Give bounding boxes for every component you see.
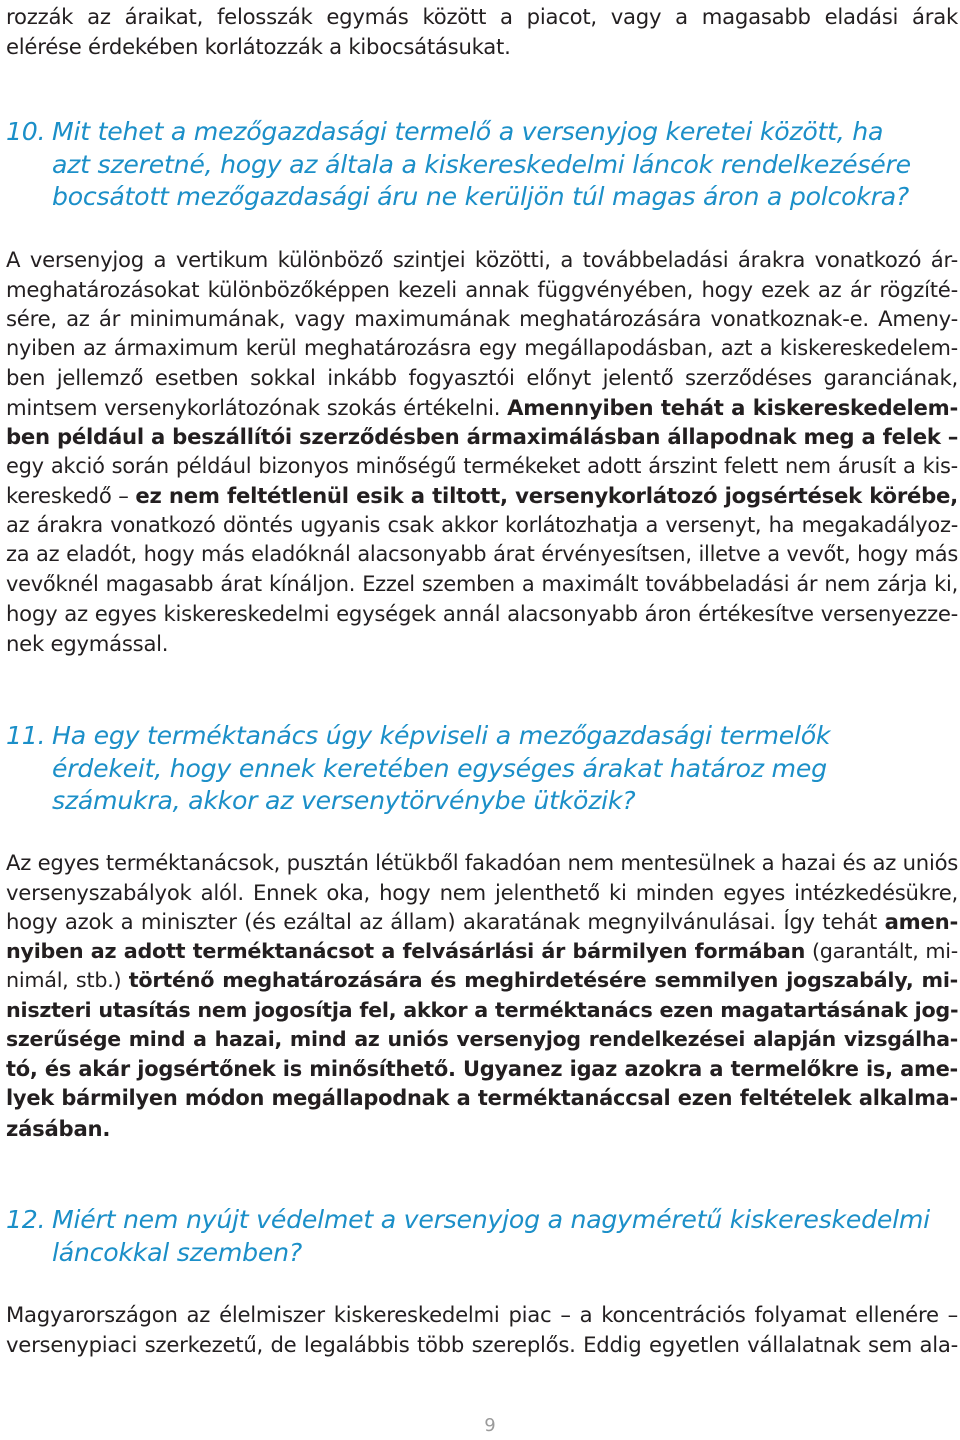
text-line: versenypiaci szerkezetű, de legalábbis több szereplős. Eddig egyetlen vállalatnak sem ala- <box>6 1331 958 1357</box>
bold-text-line: lyek bármilyen módon megállapodnak a terméktanáccsal ezen feltételek alkalma- <box>6 1086 958 1110</box>
question-title-line: Mit tehet a mezőgazdasági termelő a versenyjog keretei között, ha <box>52 117 884 146</box>
text-run: mintsem versenykorlátozónak szokás értékelni. <box>6 394 501 420</box>
text-line: az árakra vonatkozó döntés ugyanis csak akkor korlátozhatja a versenyt, ha megakadályoz- <box>6 512 958 537</box>
text-line: egy akció során például bizonyos minőségű termékeket adott árszint felett nem árusít a kis- <box>6 453 958 478</box>
text-run: (garantált, mi- <box>811 938 959 963</box>
bold-text-run: nyiben az adott terméktanácsot a felvásárlási ár bármilyen formában <box>6 938 806 963</box>
intro-paragraph <box>6 2 958 61</box>
question-title-line: Ha egy terméktanács úgy képviseli a mezőgazdasági termelők <box>52 721 831 750</box>
text-line: rozzák az áraikat, felosszák egymás között a piacot, vagy a magasabb eladási árak <box>6 4 958 29</box>
text-line <box>6 937 958 967</box>
question-title-line: láncokkal szemben? <box>52 1237 302 1267</box>
answer-12-paragraph <box>6 1300 958 1359</box>
question-title-line: Miért nem nyújt védelmet a versenyjog a nagyméretű kiskereskedelmi <box>52 1205 930 1234</box>
text-line: vevőknél magasabb árat kínáljon. Ezzel szemben a maximált továbbeladási ár nem zárja ki, <box>6 571 958 596</box>
question-11-heading <box>6 720 960 818</box>
bold-text-run: történő meghatározására és meghirdetésére semmilyen jogszabály, mi- <box>128 968 958 992</box>
question-title-line: érdekeit, hogy ennek keretében egységes árakat határoz meg <box>52 753 827 783</box>
text-line: elérése érdekében korlátozzák a kibocsátásukat. <box>6 33 511 59</box>
question-10-heading <box>6 116 960 214</box>
text-line: za az eladót, hogy más eladóknál alacsonyabb árat érvényesítsen, illetve a vevőt, hogy más <box>6 542 958 566</box>
question-title-line: számukra, akkor az versenytörvénybe ütközik? <box>52 786 636 815</box>
bold-text-run: ez nem feltétlenül esik a tiltott, versenykorlátozó jogsértések körébe, <box>135 483 958 508</box>
text-line <box>6 393 958 423</box>
text-line <box>6 481 958 511</box>
text-line: versenyszabályok alól. Ennek oka, hogy nem jelenthető ki minden egyes intézkedésükre, <box>6 879 958 905</box>
text-line: meghatározásokat különbözőképpen kezeli annak függvényében, hogy ezek az ár rögzíté- <box>6 276 958 302</box>
answer-11-paragraph <box>6 848 958 1143</box>
bold-text-line: tó, és akár jogsértőnek is minősíthető. Ugyanez igaz azokra a termelőkre is, ame- <box>6 1056 958 1081</box>
bold-text-run: amen- <box>884 909 958 934</box>
text-line: hogy az egyes kiskereskedelmi egységek annál alacsonyabb áron értékesítve versenyezze- <box>6 601 958 626</box>
text-run: kereskedő – <box>6 483 129 508</box>
text-line: Magyarországon az élelmiszer kiskereskedelmi piac – a koncentrációs folyamat ellenére – <box>6 1302 958 1327</box>
bold-text-line: ben például a beszállítói szerződésben ármaximálásban állapodnak meg a felek – <box>6 424 959 449</box>
text-run: hogy azok a miniszter (és ezáltal az állam) akaratának megnyilvánulásai. Így tehát <box>6 909 878 934</box>
page-number: 9 <box>484 1415 496 1436</box>
question-number: 12. <box>6 1205 46 1234</box>
text-line <box>6 907 958 937</box>
text-line: nek egymással. <box>6 630 169 656</box>
bold-text-line: szerűsége mind a hazai, mind az uniós versenyjog rendelkezései alapján vizsgálha- <box>6 1027 958 1051</box>
text-line <box>6 966 958 996</box>
bold-text-line: niszteri utasítás nem jogosítja fel, akkor a terméktanács ezen magatartásának jog- <box>6 997 959 1022</box>
text-line: Az egyes terméktanácsok, pusztán létükből fakadóan nem mentesülnek a hazai és az uniós <box>6 850 959 875</box>
question-number: 11. <box>6 721 46 750</box>
text-run: nimál, stb.) <box>6 968 122 992</box>
question-number: 10. <box>6 117 46 146</box>
text-line: A versenyjog a vertikum különböző szintjei közötti, a továbbeladási árakra vonatkozó ár- <box>6 247 958 272</box>
answer-10-paragraph <box>6 245 958 658</box>
question-12-heading <box>6 1204 960 1269</box>
text-line: nyiben az ármaximum kerül meghatározásra egy megállapodásban, azt a kiskereskedelem- <box>6 335 958 360</box>
question-title-line: azt szeretné, hogy az általa a kiskereskedelmi láncok rendelkezésére <box>52 149 911 179</box>
text-line: ben jellemző esetben sokkal inkább fogyasztói előnyt jelentő szerződéses garanciának, <box>6 365 958 390</box>
bold-text-run: Amennyiben tehát a kiskereskedelem- <box>507 394 958 420</box>
text-line: sére, az ár minimumának, vagy maximumának meghatározására vonatkoznak-e. Ameny- <box>6 306 958 331</box>
bold-text-line: zásában. <box>6 1115 111 1141</box>
question-title-line: bocsátott mezőgazdasági áru ne kerüljön túl magas áron a polcokra? <box>52 182 910 211</box>
